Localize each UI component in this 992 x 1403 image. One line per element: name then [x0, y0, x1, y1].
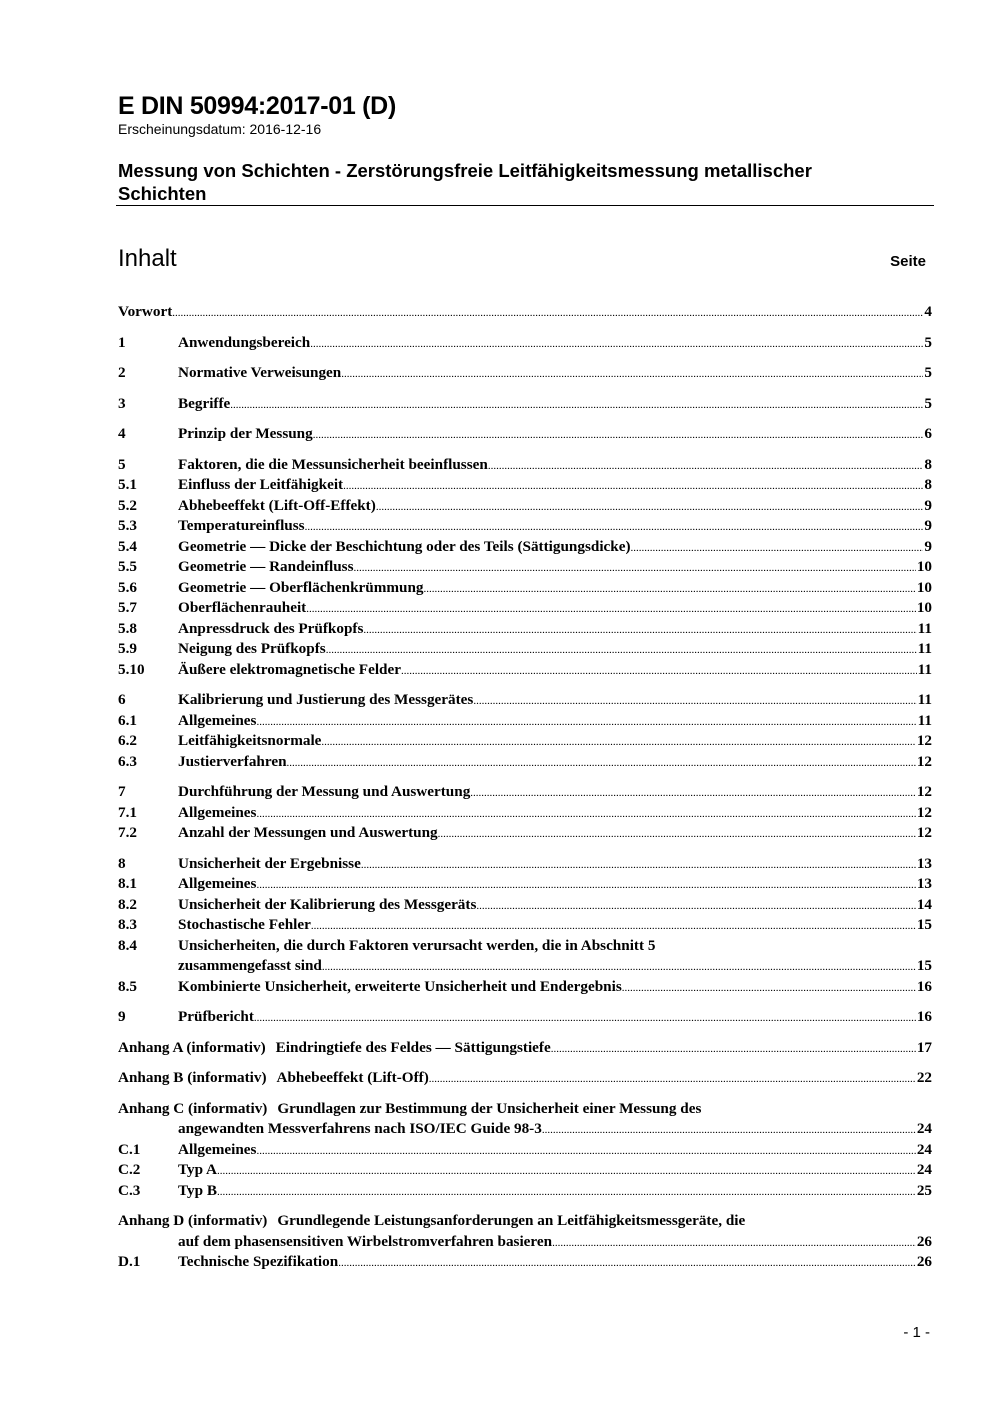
toc-entry-title: Allgemeines [178, 875, 257, 892]
toc-entry[interactable] [118, 915, 932, 936]
toc-entry-title: Grundlagen zur Bestimmung der Unsicherheit einer Messung des [277, 1099, 702, 1117]
toc-leader [343, 475, 923, 497]
toc-entry[interactable] [118, 394, 932, 415]
toc-entry[interactable] [118, 578, 932, 599]
toc-entry-title: Anzahl der Messungen und Auswertung [178, 824, 438, 841]
toc-entry-title: Oberflächenrauheit [178, 599, 307, 616]
toc-entry[interactable] [118, 598, 932, 619]
toc-entry-title: Anwendungsbereich [178, 333, 311, 351]
toc-entry[interactable] [118, 874, 932, 895]
toc-entry-number: 8.5 [118, 977, 137, 995]
toc-leader [256, 711, 916, 733]
toc-entry-title-continued: angewandten Messverfahrens nach ISO/IEC Guide 98-3 [178, 1120, 542, 1137]
toc-entry-number: 8.2 [118, 895, 137, 913]
toc-entry-title: Neigung des Prüfkopfs [178, 640, 326, 657]
toc-leader [341, 363, 923, 385]
toc-entry-number: 2 [118, 364, 126, 381]
toc-entry[interactable] [118, 1007, 932, 1028]
toc-entry[interactable] [118, 639, 932, 660]
toc-entry-page: 24 [916, 1140, 932, 1158]
toc-leader [256, 874, 915, 896]
toc-leader [310, 333, 923, 355]
toc-entry[interactable] [118, 1140, 932, 1161]
toc-entry-page: 11 [917, 711, 932, 729]
toc-leader [542, 1119, 916, 1141]
toc-entry-number: 1 [118, 333, 126, 351]
toc-entry-title: Faktoren, die die Messunsicherheit beeinflussen [178, 455, 488, 473]
toc-entry-page: 13 [916, 854, 932, 872]
toc-entry-page: 10 [916, 599, 932, 616]
toc-entry-number: 5.4 [118, 537, 137, 555]
toc-leader [172, 302, 923, 324]
toc-entry-title: Unsicherheit der Ergebnisse [178, 854, 361, 872]
toc-entry-title: Vorwort [118, 303, 173, 320]
toc-entry-number: 5.3 [118, 517, 137, 534]
toc-leader [322, 956, 916, 978]
toc-entry-title: Abhebeeffekt (Lift-Off-Effekt) [178, 496, 376, 514]
toc-entry-title: Durchführung der Messung und Auswertung [178, 783, 471, 800]
toc-entry-title: Einfluss der Leitfähigkeit [178, 476, 344, 493]
toc-entry-title: Allgemeines [178, 803, 257, 821]
toc-entry-page: 6 [924, 425, 932, 442]
toc-entry-page: 9 [924, 537, 932, 555]
toc-entry-title: Allgemeines [178, 711, 257, 729]
toc-entry-page: 4 [924, 303, 932, 320]
toc-entry-page: 5 [924, 394, 932, 412]
toc-entry-title: Typ A [178, 1161, 217, 1178]
toc-entry-page: 13 [916, 875, 932, 892]
toc-leader [313, 424, 924, 446]
toc-entry[interactable] [118, 690, 932, 711]
toc-entry-page: 12 [916, 752, 932, 770]
toc-entry[interactable] [118, 1252, 932, 1273]
toc-entry[interactable] [118, 752, 932, 773]
toc-entry-number: 7 [118, 783, 126, 800]
toc-entry-title: Äußere elektromagnetische Felder [178, 660, 401, 678]
toc-entry-page: 12 [916, 783, 932, 800]
toc-entry-number: 9 [118, 1008, 126, 1025]
toc-entry-number: 8.3 [118, 916, 137, 933]
toc-entry-number: 5.8 [118, 619, 137, 637]
toc-entry-number: 8.4 [118, 936, 137, 954]
toc-entry-number: 6 [118, 691, 126, 708]
toc-entry-page: 15 [916, 957, 932, 974]
toc-entry[interactable] [118, 1211, 932, 1252]
toc-entry-page: 12 [916, 803, 932, 821]
toc-entry-title: Normative Verweisungen [178, 364, 342, 381]
toc-entry-number: 5.9 [118, 640, 137, 657]
toc-entry[interactable] [118, 333, 932, 354]
toc-entry-number: 5.10 [118, 660, 145, 678]
toc-entry-title: Geometrie — Randeinfluss [178, 558, 354, 575]
toc-entry-number: Anhang B (informativ) [118, 1069, 267, 1086]
toc-entry-title: Unsicherheiten, die durch Faktoren verursacht werden, die in Abschnitt 5 [178, 936, 656, 954]
toc-heading: Inhalt [118, 245, 177, 272]
toc-entry-page: 9 [924, 496, 932, 514]
toc-leader [287, 752, 916, 774]
toc-entry-title: Allgemeines [178, 1140, 257, 1158]
toc-leader [552, 1232, 916, 1254]
toc-entry-number: 7.2 [118, 824, 137, 841]
toc-leader [354, 557, 916, 579]
toc-entry-page: 24 [916, 1161, 932, 1178]
toc-leader [429, 1068, 916, 1090]
toc-leader [305, 516, 924, 538]
toc-entry-title-continued: zusammengefasst sind [178, 957, 322, 974]
toc-entry[interactable] [118, 1160, 932, 1181]
toc-leader [622, 977, 916, 999]
toc-entry-number: Anhang A (informativ) [118, 1038, 266, 1056]
toc-entry-page: 16 [916, 1008, 932, 1025]
toc-leader [256, 803, 915, 825]
toc-entry-number: C.1 [118, 1140, 141, 1158]
toc-entry-title: Stochastische Fehler [178, 916, 311, 933]
toc-entry[interactable] [118, 803, 932, 824]
toc-entry-page: 16 [916, 977, 932, 995]
toc-leader [321, 731, 915, 753]
toc-entry-page: 12 [916, 824, 932, 841]
toc-entry-page: 11 [917, 660, 932, 678]
toc-entry-title: Technische Spezifikation [178, 1253, 339, 1270]
toc-entry[interactable] [118, 557, 932, 578]
toc-entry-title-continued: auf dem phasensensitiven Wirbelstromverfahren basieren [178, 1232, 553, 1250]
toc-entry[interactable] [118, 731, 932, 752]
page-column-label: Seite [890, 253, 926, 270]
toc-entry-number: 4 [118, 425, 126, 442]
toc-entry-title: Grundlegende Leistungsanforderungen an Leitfähigkeitsmessgeräte, die [277, 1212, 746, 1229]
toc-entry-number: D.1 [118, 1253, 141, 1270]
toc-entry[interactable] [118, 854, 932, 875]
toc-entry-page: 11 [917, 691, 932, 708]
toc-entry-number: 6.2 [118, 732, 137, 749]
document-id: E DIN 50994:2017-01 (D) [118, 92, 396, 120]
toc-entry-title: Typ B [178, 1181, 217, 1199]
toc-entry-title: Geometrie — Oberflächenkrümmung [178, 578, 424, 596]
toc-entry-number: 6.1 [118, 711, 137, 729]
toc-entry[interactable] [118, 475, 932, 496]
toc-leader [256, 1140, 915, 1162]
toc-leader [230, 394, 923, 416]
toc-entry[interactable] [118, 1068, 932, 1089]
toc-entry-page: 10 [916, 578, 932, 596]
toc-entry-title: Abhebeeffekt (Lift-Off) [276, 1069, 429, 1086]
toc-entry-page: 15 [916, 916, 932, 933]
toc-entry-number: 8 [118, 854, 126, 872]
toc-entry[interactable] [118, 895, 932, 916]
toc-entry-title: Begriffe [178, 394, 231, 412]
toc-leader [306, 598, 916, 620]
toc-entry-page: 12 [916, 732, 932, 749]
toc-entry-title: Anpressdruck des Prüfkopfs [178, 619, 364, 637]
toc-leader [488, 455, 924, 477]
subject-line-1: Messung von Schichten - Zerstörungsfreie Leitfähigkeitsmessung metallischer [118, 160, 812, 181]
toc-entry-page: 22 [916, 1069, 932, 1086]
toc-entry[interactable] [118, 977, 932, 998]
toc-entry-page: 17 [916, 1038, 932, 1056]
toc-entry-page: 8 [924, 476, 932, 493]
toc-entry-number: 6.3 [118, 752, 137, 770]
issue-date: Erscheinungsdatum: 2016-12-16 [118, 121, 322, 137]
toc-entry[interactable] [118, 711, 932, 732]
title-divider [116, 205, 934, 206]
toc-entry-title: Temperatureinfluss [178, 517, 305, 534]
toc-entry-number: C.3 [118, 1181, 141, 1199]
toc-leader [551, 1038, 916, 1060]
toc-entry-title: Kombinierte Unsicherheit, erweiterte Unsicherheit und Endergebnis [178, 977, 622, 995]
toc-entry-number: 8.1 [118, 875, 137, 892]
toc-entry-page: 26 [916, 1232, 932, 1250]
toc-entry-page: 9 [924, 517, 932, 534]
toc-entry-page: 11 [917, 640, 932, 657]
toc-entry-page: 25 [916, 1181, 932, 1199]
toc-entry-title: Kalibrierung und Justierung des Messgerätes [178, 691, 474, 708]
toc-entry-title: Prinzip der Messung [178, 425, 313, 442]
toc-leader [326, 639, 917, 661]
toc-entry-page: 10 [916, 558, 932, 575]
toc-entry[interactable] [118, 302, 932, 323]
toc-entry-title: Leitfähigkeitsnormale [178, 732, 322, 749]
toc-leader [217, 1181, 916, 1203]
toc-entry-number: 5.5 [118, 558, 137, 575]
toc-entry-page: 11 [917, 619, 932, 637]
toc-entry-number: Anhang D (informativ) [118, 1212, 268, 1229]
toc-entry-page: 24 [916, 1120, 932, 1137]
toc-leader [401, 660, 917, 682]
toc-entry[interactable] [118, 1181, 932, 1202]
toc-entry-title: Justierverfahren [178, 752, 287, 770]
toc-leader [311, 915, 916, 937]
toc-entry[interactable] [118, 1099, 932, 1140]
toc-entry-number: Anhang C (informativ) [118, 1099, 268, 1117]
toc-leader [438, 823, 916, 845]
toc-entry-number: 5.6 [118, 578, 137, 596]
toc-entry[interactable] [118, 363, 932, 384]
toc-leader [217, 1160, 916, 1182]
toc-leader [361, 854, 916, 876]
toc-entry-title: Unsicherheit der Kalibrierung des Messgeräts [178, 895, 477, 913]
toc-leader [363, 619, 916, 641]
toc-entry[interactable] [118, 1038, 932, 1059]
toc-entry[interactable] [118, 823, 932, 844]
toc-entry[interactable] [118, 455, 932, 476]
toc-entry[interactable] [118, 516, 932, 537]
toc-entry-number: C.2 [118, 1161, 141, 1178]
toc-entry[interactable] [118, 537, 932, 558]
toc-entry-number: 5.7 [118, 599, 137, 616]
toc-entry[interactable] [118, 424, 932, 445]
toc-entry-number: 5.2 [118, 496, 137, 514]
toc-entry-page: 14 [916, 895, 932, 913]
toc-entry-number: 3 [118, 394, 126, 412]
toc-leader [254, 1007, 916, 1029]
toc-entry-number: 5 [118, 455, 126, 473]
toc-entry-title: Geometrie — Dicke der Beschichtung oder des Teils (Sättigungsdicke) [178, 537, 631, 555]
toc-entry-page: 5 [924, 364, 932, 381]
toc-leader [470, 782, 916, 804]
toc-entry[interactable] [118, 936, 932, 977]
toc-entry[interactable] [118, 619, 932, 640]
page-number: - 1 - [903, 1324, 930, 1341]
toc-entry-number: 5.1 [118, 476, 137, 493]
toc-entry-number: 7.1 [118, 803, 137, 821]
toc-entry[interactable] [118, 496, 932, 517]
document-subject [118, 159, 908, 205]
toc-leader [473, 690, 916, 712]
toc-leader [476, 895, 915, 917]
toc-entry-page: 8 [924, 455, 932, 473]
toc-entry-page: 5 [924, 333, 932, 351]
toc-leader [376, 496, 924, 518]
subject-line-2: Schichten [118, 183, 207, 204]
toc-leader [424, 578, 916, 600]
toc-leader [338, 1252, 916, 1274]
toc-entry-page: 26 [916, 1253, 932, 1270]
toc-entry[interactable] [118, 782, 932, 803]
toc-leader [631, 537, 924, 559]
toc-entry-title: Eindringtiefe des Feldes — Sättigungstiefe [275, 1038, 551, 1056]
toc-entry-title: Prüfbericht [178, 1008, 254, 1025]
toc-entry[interactable] [118, 660, 932, 681]
table-of-contents [118, 302, 932, 1273]
